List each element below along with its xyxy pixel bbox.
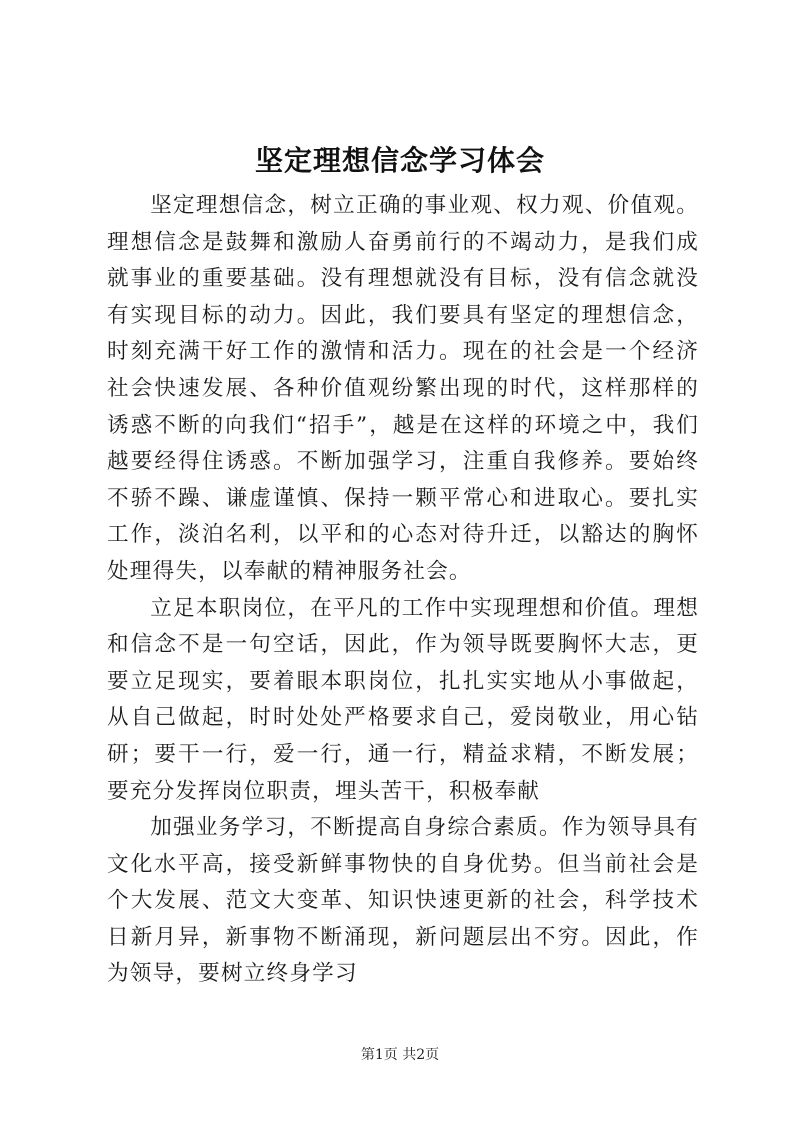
paragraph-2: 立足本职岗位，在平凡的工作中实现理想和价值。理想和信念不是一句空话，因此，作为领导既要胸怀大志，更要立足现实，要着眼本职岗位，扎扎实实地从小事做起，从自己做起，时时处处严格要求自己，爱岗敬业，用心钻研；要干一行，爱一行，通一行，精益求精，不断发展；要充分发挥岗位职责，埋头苦干，积极奉献 — [107, 595, 699, 804]
paragraph-3: 加强业务学习，不断提高自身综合素质。作为领导具有文化水平高，接受新鲜事物快的自身优势。但当前社会是个大发展、范文大变革、知识快速更新的社会，科学技术日新月异，新事物不断涌现，新问题层出不穷。因此，作为领导，要树立终身学习 — [107, 815, 699, 987]
page-title: 坚定理想信念学习体会 — [254, 144, 545, 177]
paragraph-1: 坚定理想信念，树立正确的事业观、权力观、价值观。理想信念是鼓舞和激励人奋勇前行的不竭动力，是我们成就事业的重要基础。没有理想就没有目标，没有信念就没有实现目标的动力。因此，我们要具有坚定的理想信念，时刻充满干好工作的激情和活力。现在的社会是一个经济社会快速发展、各种价值观纷繁出现的时代，这样那样的诱惑不断的向我们“招手”，越是在这样的环境之中，我们越要经得住诱惑。不断加强学习，注重自我修养。要始终不骄不躁、谦虚谨慎、保持一颗平常心和进取心。要扎实工作，淡泊名利，以平和的心态对待升迁，以豁达的胸怀处理得失，以奉献的精神服务社会。 — [107, 193, 699, 584]
page-number-footer: 第1页 共2页 — [360, 1047, 440, 1063]
document-body — [107, 188, 699, 993]
